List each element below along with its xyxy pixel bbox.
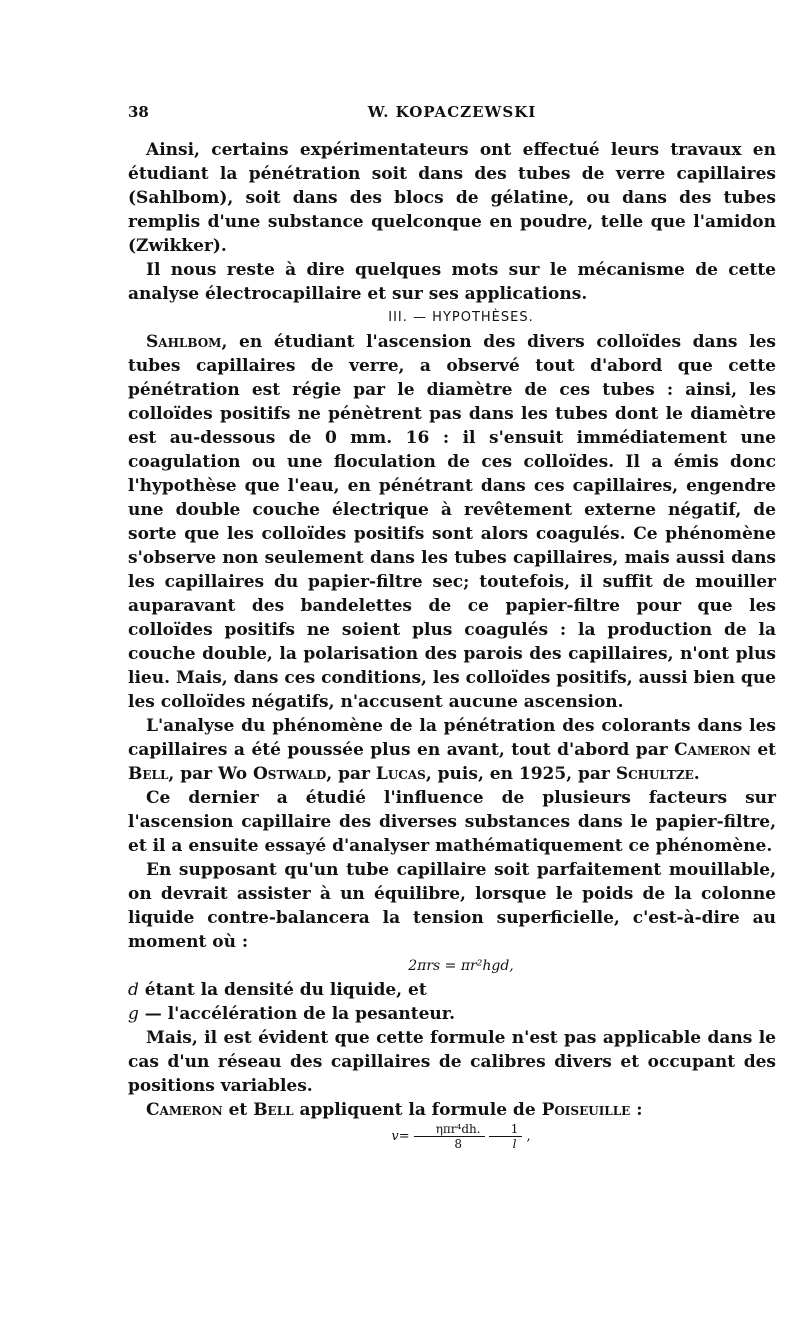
formula-poiseuille	[128, 1122, 776, 1151]
paragraph-5: Ce dernier a étudié l'influence de plusieurs facteurs sur l'ascension capillaire des diverses substances dans le papier-filtre, et il a ensuite essayé d'analyser mathématiquement ce phénomène.	[128, 788, 776, 856]
body-text	[128, 138, 776, 1151]
paragraph-8	[128, 1098, 776, 1122]
paragraph-4-text-d: , puis, en 1925, par	[425, 764, 616, 784]
definition-d	[128, 978, 776, 1002]
author-bell-2: Bell	[253, 1100, 294, 1120]
paragraph-8-text-b: :	[630, 1100, 643, 1120]
author-sahlbom: Sahlbom	[146, 332, 222, 352]
author-cameron: Cameron	[674, 740, 751, 760]
paragraph-3-text: , en étudiant l'ascension des divers colloïdes dans les tubes capillaires de verre, a observé tout d'abord que cette pénétration est régie par le diamètre de ces tubes : ainsi, les colloïdes positifs ne pénètrent pas dans les tubes dont le diamètre est au-dessous de 0 mm. 16 : il s'ensuit immédiatement une coagulation ou une floculation de ces colloïdes. Il a émis donc l'hypothèse que l'eau, en pénétrant dans ces capillaires, engendre une double couche électrique à revêtement externe négatif, de sorte que les colloïdes positifs sont alors coagulés. Ce phénomène s'observe non seulement dans les tubes capillaires, mais aussi dans les capillaires du papier-filtre sec; toutefois, il suffit de mouiller auparavant des bandelettes de ce papier-filtre pour que les colloïdes positifs ne soient plus coagulés : la production de la couche double, la polarisation des parois des capillaires, n'ont plus lieu. Mais, dans ces conditions, les colloïdes positifs, aussi bien que les colloïdes négatifs, n'accusent aucune ascension.	[128, 332, 776, 712]
page-number: 38	[128, 103, 149, 121]
formula-equilibrium: 2πrs = πr²hgd,	[408, 958, 514, 974]
formula-lhs: v=	[391, 1129, 410, 1144]
variable-d: d	[128, 980, 139, 1000]
paragraph-2: Il nous reste à dire quelques mots sur le mécanisme de cette analyse électrocapillaire et sur ses applications.	[128, 260, 776, 304]
paragraph-1: Ainsi, certains expérimentateurs ont effectué leurs travaux en étudiant la pénétration soit dans des tubes de verre capillaires (Sahlbom), soit dans des blocs de gélatine, ou dans des tubes remplis d'une substance quelconque en poudre, telle que l'amidon (Zwikker).	[128, 140, 776, 256]
section-heading: III. — HYPOTHÈSES.	[388, 310, 534, 325]
fraction-2	[489, 1122, 523, 1151]
definition-g	[128, 1002, 776, 1026]
paragraph-4-text-a: L'analyse du phénomène de la pénétration des colorants dans les capillaires a été poussée plus en avant, tout d'abord par	[128, 716, 776, 760]
page-header	[128, 103, 776, 127]
paragraph-8-et: et	[222, 1100, 254, 1120]
paragraph-6: En supposant qu'un tube capillaire soit parfaitement mouillable, on devrait assister à un équilibre, lorsque le poids de la colonne liquide contre-balancera la tension superficielle, c'est-à-dire au moment où :	[128, 860, 776, 952]
paragraph-8-text-a: appliquent la formule de	[293, 1100, 542, 1120]
variable-g: g	[128, 1004, 139, 1024]
fraction-1-numerator: ηπr⁴dh.	[414, 1122, 485, 1137]
paragraph-3	[128, 330, 776, 714]
author-ostwald: Ostwald	[252, 764, 327, 784]
running-head: W. KOPACZEWSKI	[367, 103, 537, 121]
paragraph-4-text-e: .	[693, 764, 700, 784]
fraction-1	[414, 1122, 485, 1151]
definition-g-text: — l'accélération de la pesanteur.	[138, 1004, 456, 1024]
author-poiseuille: Poiseuille	[541, 1100, 631, 1120]
paragraph-7: Mais, il est évident que cette formule n'est pas applicable dans le cas d'un réseau des capillaires de calibres divers et occupant des positions variables.	[128, 1028, 776, 1096]
paragraph-4-et: et	[750, 740, 776, 760]
author-bell: Bell	[128, 764, 169, 784]
author-lucas: Lucas	[375, 764, 426, 784]
fraction-1-denominator: 8	[454, 1137, 462, 1151]
paragraph-4-text-b: , par Wo	[168, 764, 253, 784]
paragraph-4	[128, 714, 776, 786]
fraction-2-numerator: 1	[489, 1122, 523, 1137]
definition-d-text: étant la densité du liquide, et	[138, 980, 427, 1000]
fraction-2-denominator: l	[512, 1137, 517, 1151]
author-cameron-2: Cameron	[146, 1100, 223, 1120]
paragraph-4-text-c: , par	[326, 764, 376, 784]
author-schultze: Schultze	[615, 764, 694, 784]
formula-end: ,	[526, 1129, 531, 1144]
